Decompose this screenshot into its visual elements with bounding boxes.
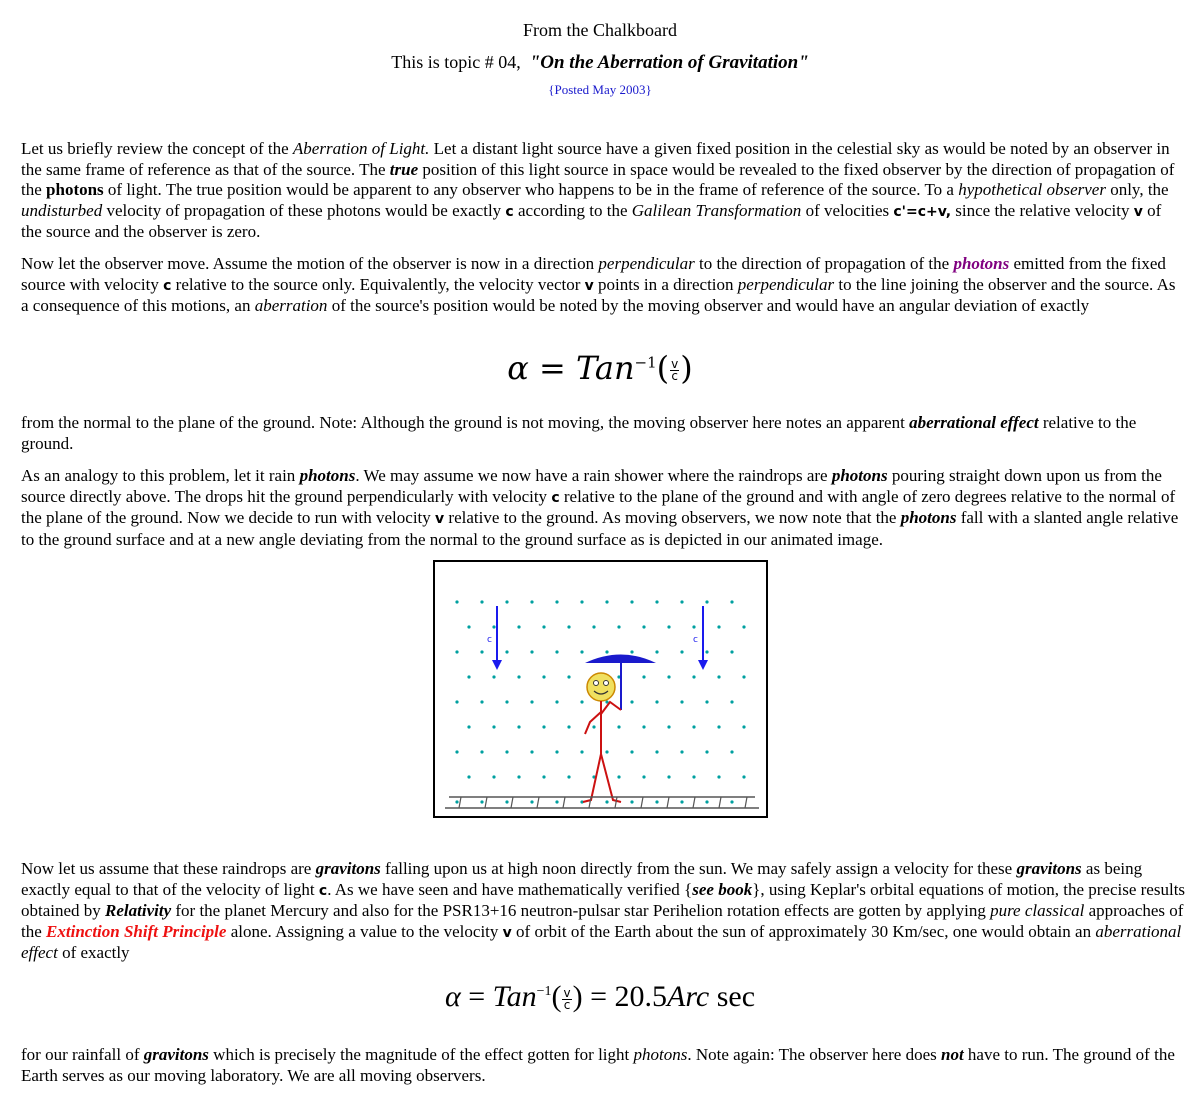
raindrop [630, 650, 633, 653]
text: since the relative velocity [951, 200, 1134, 220]
raindrop [542, 775, 545, 778]
eq-fraction [670, 359, 679, 382]
raindrop [555, 750, 558, 753]
raindrop [480, 600, 483, 603]
raindrop [667, 675, 670, 678]
eq-paren: ( [656, 349, 670, 387]
eq-equals: = [539, 349, 566, 387]
raindrop [655, 600, 658, 603]
symbol-v: v [1133, 203, 1143, 220]
umbrella-canopy [585, 655, 656, 664]
eq-alpha: α [444, 980, 461, 1013]
eq-denominator: c [563, 997, 571, 1012]
raindrop [630, 600, 633, 603]
raindrop [480, 750, 483, 753]
raindrop [730, 800, 733, 803]
raindrop [692, 625, 695, 628]
raindrop [617, 775, 620, 778]
raindrop [730, 700, 733, 703]
term-see-book: see book [692, 879, 753, 899]
paragraph-observer-moves [21, 254, 1186, 317]
ground-tick [589, 797, 591, 808]
arrow-head [698, 660, 708, 670]
raindrop [705, 600, 708, 603]
raindrop [642, 775, 645, 778]
raindrop [692, 775, 695, 778]
text: according to the [513, 200, 632, 220]
raindrop [567, 625, 570, 628]
arrow-head [492, 660, 502, 670]
raindrop [492, 775, 495, 778]
term-gravitons: gravitons [315, 859, 381, 878]
raindrop [480, 650, 483, 653]
ground-tick [667, 797, 669, 808]
text: relative to the source only. Equivalently, the velocity vector [171, 274, 585, 294]
text: velocity of propagation of these photons would be exactly [102, 200, 506, 220]
raindrop [530, 650, 533, 653]
text: to the direction of propagation of the [694, 254, 954, 273]
equation-aberration-angle [0, 349, 1200, 387]
ground-tick [615, 797, 617, 808]
raindrop [667, 775, 670, 778]
posted-date: {Posted May 2003} [548, 82, 652, 97]
text: relative to the ground. [21, 413, 1137, 453]
symbol-c: c [505, 203, 514, 220]
velocity-arrow-left [487, 606, 502, 670]
equation-graviton-aberration [0, 980, 1200, 1014]
term-aberration-of-light: Aberration of Light. [292, 139, 430, 158]
raindrop [717, 725, 720, 728]
raindrop [480, 700, 483, 703]
text: Now let us assume that these raindrops are [21, 859, 316, 878]
text: only, the [1105, 180, 1169, 199]
arrow-label-c: c [693, 635, 698, 645]
raindrop [492, 625, 495, 628]
paragraph-conclusion [21, 1045, 1186, 1086]
page-title: From the Chalkboard [523, 20, 677, 40]
term-true: true [389, 159, 419, 179]
text: have to run. The ground of the Earth serves as our moving laboratory. We are all moving observers. [21, 1045, 1175, 1085]
eq-fraction [562, 985, 571, 1012]
eq-sec: sec [716, 980, 756, 1013]
eq-tan: Tan [576, 349, 635, 387]
raindrop [680, 750, 683, 753]
ground-tick [563, 797, 565, 808]
text: emitted from the fixed source with velocity [21, 254, 1166, 294]
raindrop [680, 650, 683, 653]
eye-left [594, 681, 599, 686]
stick-figure [583, 673, 621, 802]
text: Now let the observer move. Assume the motion of the observer is now in a direction [21, 254, 599, 273]
face [587, 673, 615, 701]
raindrop [467, 725, 470, 728]
text: to the line joining the observer and the source. As a consequence of this motions, an [21, 274, 1176, 315]
arrow-label-c: c [487, 635, 492, 645]
raindrop [467, 775, 470, 778]
raindrop [517, 625, 520, 628]
term-undisturbed: undisturbed [21, 200, 103, 220]
topic-prefix: This is topic # 04, [391, 52, 521, 72]
eq-value: 20.5 [614, 980, 668, 1013]
text: alone. Assigning a value to the velocity [226, 921, 503, 941]
paragraph-gravitons [21, 859, 1186, 964]
raindrop [742, 775, 745, 778]
raindrop [555, 800, 558, 803]
raindrop [505, 800, 508, 803]
raindrop [630, 800, 633, 803]
ground-tick [693, 797, 695, 808]
raindrop [455, 650, 458, 653]
text: Let us briefly review the concept of the [21, 139, 293, 158]
term-aberrational-effect: aberrational effect [21, 921, 1182, 962]
raindrop [667, 625, 670, 628]
raindrop [517, 775, 520, 778]
term-relativity: Relativity [105, 901, 172, 920]
topic-name: On the Aberration of Gravitation [540, 52, 799, 73]
text: from the normal to the plane of the ground. Note: Although the ground is not moving, the moving observer here notes an apparent [21, 413, 910, 432]
symbol-v: v [435, 511, 445, 527]
raindrop [617, 725, 620, 728]
raindrop [605, 600, 608, 603]
raindrop [742, 725, 745, 728]
text: . We may assume we now have a rain shower where the raindrops are [355, 466, 832, 485]
raindrop [467, 625, 470, 628]
eq-paren: ) [572, 980, 583, 1013]
text: as being exactly equal to that of the velocity of light [21, 859, 1143, 899]
raindrop [705, 700, 708, 703]
raindrop [692, 675, 695, 678]
raindrop [630, 700, 633, 703]
raindrop [542, 675, 545, 678]
raindrop [717, 675, 720, 678]
raindrop [642, 625, 645, 628]
paragraph-aberration-of-light [21, 139, 1186, 243]
raindrop [580, 750, 583, 753]
raindrop [705, 800, 708, 803]
raindrop [655, 750, 658, 753]
text: of light. The true position would be apparent to any observer who happens to be in the frame of reference of the source. To a [103, 180, 959, 199]
raindrop [692, 725, 695, 728]
eye-right [604, 681, 609, 686]
text: . Note again: The observer here does [687, 1045, 941, 1064]
raindrop [655, 700, 658, 703]
raindrop [455, 700, 458, 703]
term-pure-classical: pure classical [990, 901, 1085, 920]
raindrop [605, 650, 608, 653]
raindrop [505, 700, 508, 703]
rain-animation-image [433, 560, 768, 818]
topic-quote-open: " [529, 52, 541, 73]
text: approaches of the [21, 901, 1184, 941]
raindrop [717, 625, 720, 628]
term-perpendicular: perpendicular [598, 254, 695, 273]
text: of the source's position would be noted by the moving observer and would have an angular deviation of exactly [327, 296, 1090, 315]
raindrop [742, 675, 745, 678]
text: points in a direction [593, 274, 738, 294]
term-photons: photons [831, 466, 888, 485]
arm-left [585, 712, 601, 734]
raindrop [492, 725, 495, 728]
symbol-c: c [163, 277, 172, 294]
term-gravitons: gravitons [143, 1045, 209, 1064]
raindrop [630, 750, 633, 753]
text: . As we have seen and have mathematically verified { [327, 879, 693, 899]
eq-numerator: v [563, 985, 571, 1000]
text: of orbit of the Earth about the sun of approximately 30 Km/sec, one would obtain an [511, 921, 1096, 941]
topic-quote-close: " [798, 52, 809, 73]
eq-equals: = [468, 980, 486, 1013]
raindrop [592, 725, 595, 728]
raindrop [567, 775, 570, 778]
ground-tick [745, 797, 747, 808]
raindrop [742, 625, 745, 628]
raindrop [717, 775, 720, 778]
ground-tick [511, 797, 513, 808]
term-photons: photons [46, 180, 104, 199]
term-galilean-transformation: Galilean Transformation [631, 200, 802, 220]
term-photons: photons [299, 466, 356, 485]
raindrop [455, 800, 458, 803]
raindrop [680, 700, 683, 703]
raindrop [580, 650, 583, 653]
raindrop [492, 675, 495, 678]
text: As an analogy to this problem, let it rain [21, 466, 300, 485]
rain-animation-svg [435, 562, 766, 816]
symbol-c: c [551, 489, 560, 506]
eq-arc: Arc [667, 980, 710, 1013]
raindrop [530, 750, 533, 753]
raindrop [530, 700, 533, 703]
ground-tick [641, 797, 643, 808]
term-hypothetical-observer: hypothetical observer [958, 180, 1106, 199]
term-aberration: aberration [254, 296, 328, 315]
raindrop [642, 675, 645, 678]
raindrop [455, 600, 458, 603]
ground [445, 797, 759, 808]
raindrop [555, 600, 558, 603]
eq-numerator: v [671, 357, 679, 371]
raindrop [555, 700, 558, 703]
eq-denominator: c [671, 369, 679, 383]
eq-alpha: α [507, 349, 529, 387]
raindrop [505, 600, 508, 603]
topic-heading [0, 52, 1200, 74]
text: for the planet Mercury and also for the PSR13+16 neutron-pulsar star Perihelion rotation effects are gotten by applying [171, 901, 991, 920]
text: of velocities [801, 200, 894, 220]
text: relative to the plane of the ground and with angle of zero degrees relative to the normal of the plane of the ground. Now we decide to run with velocity [21, 486, 1176, 527]
raindrop [517, 725, 520, 728]
paragraph-normal-to-ground [21, 413, 1186, 454]
text: relative to the ground. As moving observers, we now note that the [444, 508, 901, 527]
raindrop [655, 650, 658, 653]
term-aberrational-effect: aberrational effect [909, 413, 1039, 432]
ground-tick [459, 797, 461, 808]
symbol-v: v [502, 924, 512, 941]
eq-paren: ) [680, 349, 693, 387]
leg-left [583, 754, 601, 802]
raindrop [730, 650, 733, 653]
raindrop [455, 750, 458, 753]
term-gravitons: gravitons [1016, 859, 1082, 878]
ground-tick [719, 797, 721, 808]
raindrop [517, 675, 520, 678]
text: of the source and the observer is zero. [21, 200, 1162, 241]
raindrop [730, 600, 733, 603]
raindrop [505, 650, 508, 653]
raindrop [705, 750, 708, 753]
eq-exponent: −1 [634, 353, 657, 372]
raindrop [592, 625, 595, 628]
raindrop [567, 675, 570, 678]
raindrop [505, 750, 508, 753]
raindrop [730, 750, 733, 753]
formula-galilean: c'=c+v, [893, 203, 952, 220]
raindrop [580, 600, 583, 603]
raindrop [530, 800, 533, 803]
text: Let a distant light source have a given fixed position in the celestial sky as would be noted by an observer in the same frame of reference as that of the source. The [21, 139, 1170, 179]
raindrop [580, 700, 583, 703]
term-photons: photons [633, 1045, 688, 1064]
paragraph-rain-analogy [21, 466, 1186, 550]
text: which is precisely the magnitude of the effect gotten for light [208, 1045, 634, 1064]
term-not: not [940, 1045, 964, 1064]
ground-tick [537, 797, 539, 808]
raindrop [542, 725, 545, 728]
text: falling upon us at high noon directly from the sun. We may safely assign a velocity for these [380, 859, 1017, 878]
term-photons: photons [900, 508, 957, 527]
raindrop [530, 600, 533, 603]
text: }, using Keplar's orbital equations of motion, the precise results obtained by [21, 879, 1186, 920]
raindrop [605, 800, 608, 803]
text: of exactly [57, 943, 130, 962]
raindrop [642, 725, 645, 728]
arm-right [601, 702, 621, 714]
raindrop [605, 750, 608, 753]
raindrop [555, 650, 558, 653]
eq-paren: ( [551, 980, 562, 1013]
text: pouring straight down upon us from the source directly above. The drops hit the ground perpendicularly with velocity [21, 466, 1162, 506]
term-extinction-shift-principle: Extinction Shift Principle [46, 921, 227, 941]
raindrop [680, 600, 683, 603]
eq-tan: Tan [492, 980, 537, 1013]
symbol-v: v [584, 277, 594, 294]
raindrop [655, 800, 658, 803]
term-photons: photons [953, 254, 1010, 273]
symbol-c: c [318, 882, 328, 899]
velocity-arrow-right [693, 606, 708, 670]
ground-tick [485, 797, 487, 808]
ground-ticks [459, 797, 747, 808]
eq-equals: = [590, 980, 608, 1013]
raindrop [667, 725, 670, 728]
text: for our rainfall of [21, 1045, 144, 1064]
term-perpendicular: perpendicular [737, 274, 835, 294]
raindrop [680, 800, 683, 803]
raindrop [617, 625, 620, 628]
raindrop [467, 675, 470, 678]
raindrop [542, 625, 545, 628]
raindrop [480, 800, 483, 803]
text: position of this light source in space would be revealed to the fixed observer by the direction of propagation of the [21, 159, 1175, 199]
text: fall with a slanted angle relative to the ground surface and at a new angle deviating from the normal to the ground surface as is depicted in our animated image. [21, 508, 1179, 549]
eq-exponent: −1 [536, 984, 552, 999]
raindrop [705, 650, 708, 653]
raindrop [567, 725, 570, 728]
